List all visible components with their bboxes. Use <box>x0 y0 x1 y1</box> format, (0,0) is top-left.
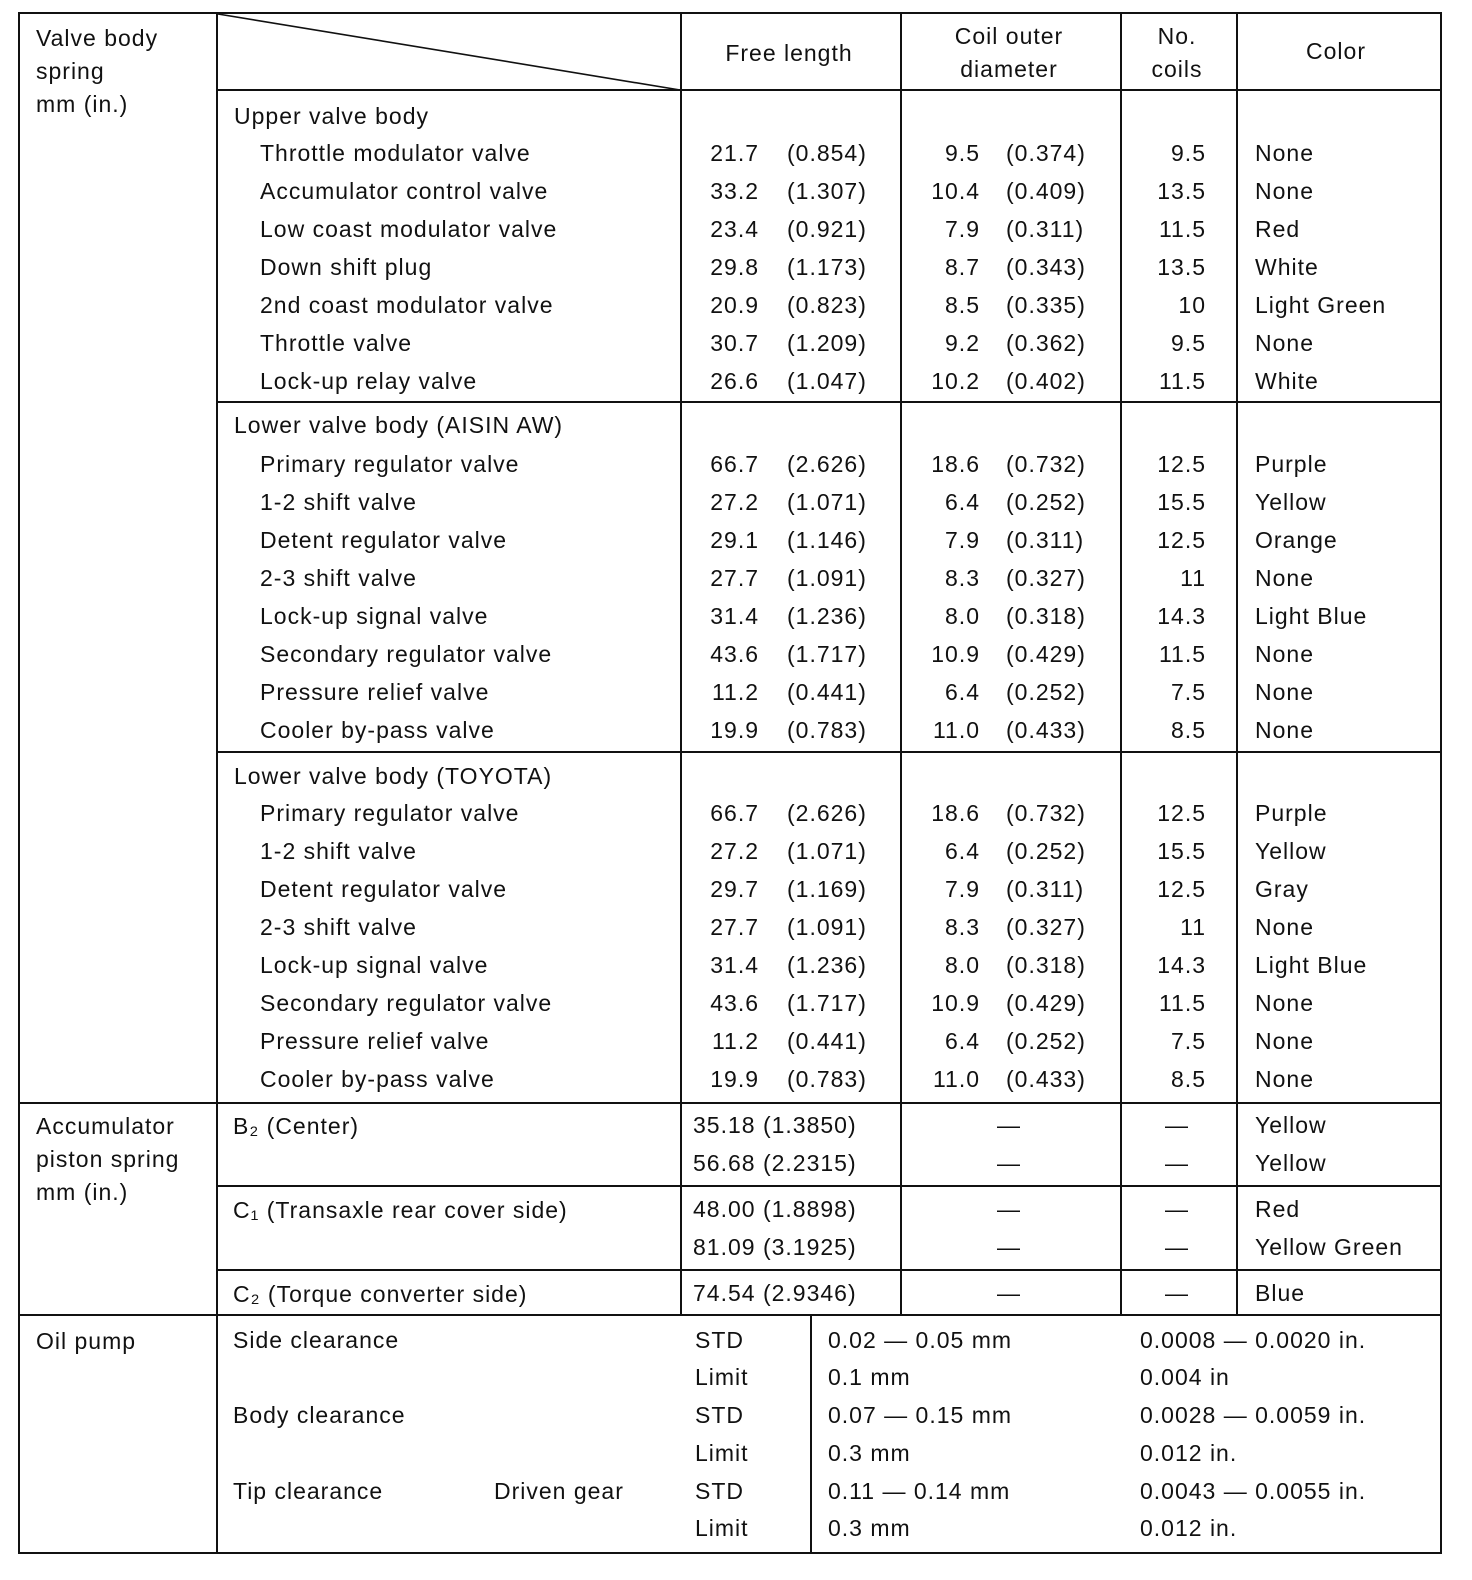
spring-color: None <box>1255 717 1314 743</box>
spring-name: Throttle modulator valve <box>260 140 531 166</box>
spring-color: Blue <box>1255 1280 1306 1306</box>
spec-mm: 0.1 mm <box>828 1364 911 1390</box>
spec-inch: 0.0008 — 0.0020 in. <box>1140 1327 1367 1353</box>
group-divider <box>216 1185 1440 1187</box>
spring-color: Purple <box>1255 451 1328 477</box>
free-length-mm: 31.4 <box>710 603 759 629</box>
outer-diameter-in: (0.433) <box>1006 717 1086 743</box>
outer-diameter-in: (0.362) <box>1006 330 1086 356</box>
table-border-top <box>18 12 1440 14</box>
accumulator-group-title: B₂ (Center) <box>233 1113 360 1139</box>
coil-count-dash: — <box>1165 1196 1189 1222</box>
free-length: 74.54 (2.9346) <box>693 1280 857 1306</box>
spec-inch: 0.004 in <box>1140 1364 1230 1390</box>
outer-diameter-mm: 6.4 <box>945 838 980 864</box>
spring-name: Secondary regulator valve <box>260 990 553 1016</box>
coil-count: 14.3 <box>1157 603 1206 629</box>
outer-diameter-in: (0.252) <box>1006 1028 1086 1054</box>
spec-type: STD <box>695 1327 744 1353</box>
outer-diameter-mm: 11.0 <box>932 717 980 743</box>
spec-mm: 0.3 mm <box>828 1515 911 1541</box>
outer-diameter-dash: — <box>997 1112 1021 1138</box>
accumulator-group-title: C₁ (Transaxle rear cover side) <box>233 1197 568 1223</box>
free-length-mm: 43.6 <box>710 641 759 667</box>
free-length-in: (0.921) <box>787 216 867 242</box>
free-length-in: (0.783) <box>787 717 867 743</box>
spec-mm: 0.07 — 0.15 mm <box>828 1402 1013 1428</box>
col-divider-oil-pump <box>810 1316 812 1554</box>
spec-mm: 0.02 — 0.05 mm <box>828 1327 1013 1353</box>
col-divider-coils <box>1120 12 1122 1316</box>
free-length-in: (0.854) <box>787 140 867 166</box>
spec-type: Limit <box>695 1440 749 1466</box>
spring-color: Orange <box>1255 527 1338 553</box>
coil-count: 12.5 <box>1157 527 1206 553</box>
col-divider-section <box>216 12 218 1554</box>
free-length-mm: 66.7 <box>710 800 759 826</box>
coil-count: 13.5 <box>1157 254 1206 280</box>
col-divider-free-length <box>680 12 682 1316</box>
free-length-in: (2.626) <box>787 800 867 826</box>
group-divider <box>216 751 1440 753</box>
free-length-in: (1.091) <box>787 914 867 940</box>
spring-color: Yellow <box>1255 489 1327 515</box>
spring-color: Yellow <box>1255 1112 1327 1138</box>
spring-color: Light Green <box>1255 292 1387 318</box>
outer-diameter-in: (0.429) <box>1006 990 1086 1016</box>
coil-count: 15.5 <box>1157 838 1206 864</box>
outer-diameter-dash: — <box>997 1280 1021 1306</box>
outer-diameter-mm: 10.4 <box>931 178 980 204</box>
spring-color: None <box>1255 641 1314 667</box>
free-length: 56.68 (2.2315) <box>693 1150 857 1176</box>
group-divider <box>216 401 1440 403</box>
spring-color: Red <box>1255 216 1301 242</box>
spring-name: Primary regulator valve <box>260 800 520 826</box>
coil-count-dash: — <box>1165 1150 1189 1176</box>
header-diagonal-line <box>218 14 680 90</box>
coil-count-dash: — <box>1165 1280 1189 1306</box>
spring-name: Primary regulator valve <box>260 451 520 477</box>
outer-diameter-mm: 10.9 <box>931 641 980 667</box>
spring-name: Throttle valve <box>260 330 413 356</box>
clearance-item: Tip clearance <box>233 1478 384 1504</box>
coil-count: 10 <box>1178 292 1206 318</box>
outer-diameter-in: (0.409) <box>1006 178 1086 204</box>
free-length-in: (0.823) <box>787 292 867 318</box>
free-length-mm: 27.2 <box>710 838 759 864</box>
spring-name: Detent regulator valve <box>260 527 508 553</box>
coil-count: 8.5 <box>1171 717 1206 743</box>
coil-count: 7.5 <box>1171 1028 1206 1054</box>
section-label-valve-body: spring <box>36 58 105 84</box>
outer-diameter-mm: 10.9 <box>931 990 980 1016</box>
free-length: 81.09 (3.1925) <box>693 1234 857 1260</box>
free-length-in: (1.717) <box>787 641 867 667</box>
outer-diameter-mm: 11.0 <box>932 1066 980 1092</box>
outer-diameter-in: (0.327) <box>1006 565 1086 591</box>
section-label-accumulator: piston spring <box>36 1146 180 1172</box>
section-label-oil-pump: Oil pump <box>36 1328 137 1354</box>
spring-name: Pressure relief valve <box>260 1028 490 1054</box>
clearance-subitem: Driven gear <box>494 1478 624 1504</box>
outer-diameter-mm: 7.9 <box>945 527 980 553</box>
spring-name: 2-3 shift valve <box>260 914 417 940</box>
header-color: Color <box>1306 38 1366 64</box>
free-length-in: (1.236) <box>787 603 867 629</box>
clearance-item: Side clearance <box>233 1327 400 1353</box>
outer-diameter-in: (0.335) <box>1006 292 1086 318</box>
spec-inch: 0.0028 — 0.0059 in. <box>1140 1402 1367 1428</box>
outer-diameter-mm: 8.3 <box>945 914 980 940</box>
coil-count: 9.5 <box>1171 140 1206 166</box>
spring-name: Pressure relief valve <box>260 679 490 705</box>
spring-name: 2-3 shift valve <box>260 565 417 591</box>
spring-color: None <box>1255 178 1314 204</box>
coil-count: 11.5 <box>1158 368 1206 394</box>
free-length-mm: 19.9 <box>710 1066 759 1092</box>
spring-name: 1-2 shift valve <box>260 838 417 864</box>
section-label-valve-body: mm (in.) <box>36 91 129 117</box>
spec-mm: 0.3 mm <box>828 1440 911 1466</box>
coil-count: 11.5 <box>1158 216 1206 242</box>
spec-type: STD <box>695 1478 744 1504</box>
coil-count: 12.5 <box>1157 800 1206 826</box>
spring-color: White <box>1255 254 1319 280</box>
header-bottom-line <box>216 89 1440 91</box>
free-length-in: (1.717) <box>787 990 867 1016</box>
free-length-mm: 11.2 <box>711 1028 759 1054</box>
outer-diameter-dash: — <box>997 1196 1021 1222</box>
spring-color: Yellow <box>1255 1150 1327 1176</box>
group-title: Lower valve body (AISIN AW) <box>234 412 564 438</box>
table-border-bottom <box>18 1552 1440 1554</box>
spring-color: None <box>1255 914 1314 940</box>
free-length-in: (2.626) <box>787 451 867 477</box>
spec-type: STD <box>695 1402 744 1428</box>
spring-name: Cooler by-pass valve <box>260 717 495 743</box>
free-length-mm: 33.2 <box>710 178 759 204</box>
coil-count-dash: — <box>1165 1234 1189 1260</box>
spec-inch: 0.012 in. <box>1140 1440 1238 1466</box>
coil-count: 9.5 <box>1171 330 1206 356</box>
spring-color: None <box>1255 140 1314 166</box>
free-length-in: (1.047) <box>787 368 867 394</box>
outer-diameter-in: (0.318) <box>1006 603 1086 629</box>
spring-name: Lock-up signal valve <box>260 603 489 629</box>
outer-diameter-mm: 8.3 <box>945 565 980 591</box>
outer-diameter-in: (0.252) <box>1006 489 1086 515</box>
coil-count-dash: — <box>1165 1112 1189 1138</box>
outer-diameter-mm: 18.6 <box>931 451 980 477</box>
outer-diameter-mm: 7.9 <box>945 876 980 902</box>
spring-color: Light Blue <box>1255 952 1368 978</box>
coil-count: 11 <box>1180 565 1206 591</box>
spring-color: None <box>1255 1028 1314 1054</box>
col-divider-color <box>1236 12 1238 1316</box>
spring-color: Purple <box>1255 800 1328 826</box>
spring-color: None <box>1255 330 1314 356</box>
group-divider <box>216 1269 1440 1271</box>
free-length-mm: 20.9 <box>710 292 759 318</box>
outer-diameter-mm: 6.4 <box>945 679 980 705</box>
outer-diameter-in: (0.402) <box>1006 368 1086 394</box>
outer-diameter-in: (0.311) <box>1006 876 1085 902</box>
coil-count: 7.5 <box>1171 679 1206 705</box>
free-length-mm: 29.8 <box>710 254 759 280</box>
free-length-in: (1.146) <box>787 527 867 553</box>
spring-color: None <box>1255 565 1314 591</box>
outer-diameter-in: (0.327) <box>1006 914 1086 940</box>
outer-diameter-mm: 9.5 <box>945 140 980 166</box>
outer-diameter-mm: 9.2 <box>945 330 980 356</box>
spring-color: Red <box>1255 1196 1301 1222</box>
table-border-left <box>18 12 20 1554</box>
spring-name: Down shift plug <box>260 254 433 280</box>
outer-diameter-in: (0.311) <box>1006 527 1085 553</box>
spring-color: None <box>1255 1066 1314 1092</box>
free-length-in: (1.071) <box>787 838 867 864</box>
spring-name: 1-2 shift valve <box>260 489 417 515</box>
spring-color: Light Blue <box>1255 603 1368 629</box>
free-length-mm: 26.6 <box>710 368 759 394</box>
coil-count: 11.5 <box>1158 990 1206 1016</box>
outer-diameter-in: (0.732) <box>1006 451 1086 477</box>
free-length: 48.00 (1.8898) <box>693 1196 857 1222</box>
spring-name: Cooler by-pass valve <box>260 1066 495 1092</box>
free-length-mm: 19.9 <box>710 717 759 743</box>
outer-diameter-mm: 6.4 <box>945 489 980 515</box>
spring-color: Gray <box>1255 876 1309 902</box>
free-length-mm: 21.7 <box>710 140 759 166</box>
section-label-accumulator: mm (in.) <box>36 1179 129 1205</box>
outer-diameter-in: (0.343) <box>1006 254 1086 280</box>
free-length-mm: 66.7 <box>710 451 759 477</box>
coil-count: 13.5 <box>1157 178 1206 204</box>
free-length-mm: 31.4 <box>710 952 759 978</box>
section-label-accumulator: Accumulator <box>36 1113 175 1139</box>
free-length-in: (1.209) <box>787 330 867 356</box>
spring-name: Detent regulator valve <box>260 876 508 902</box>
coil-count: 12.5 <box>1157 876 1206 902</box>
spring-name: Low coast modulator valve <box>260 216 558 242</box>
col-divider-coil-od <box>900 12 902 1316</box>
spring-name: 2nd coast modulator valve <box>260 292 554 318</box>
spec-type: Limit <box>695 1515 749 1541</box>
outer-diameter-in: (0.732) <box>1006 800 1086 826</box>
outer-diameter-mm: 7.9 <box>945 216 980 242</box>
spring-color: None <box>1255 679 1314 705</box>
header-free-length: Free length <box>725 40 853 66</box>
outer-diameter-dash: — <box>997 1234 1021 1260</box>
coil-count: 8.5 <box>1171 1066 1206 1092</box>
spring-color: Yellow Green <box>1255 1234 1403 1260</box>
free-length-mm: 23.4 <box>710 216 759 242</box>
spring-name: Accumulator control valve <box>260 178 549 204</box>
free-length-in: (0.441) <box>787 679 867 705</box>
outer-diameter-in: (0.318) <box>1006 952 1086 978</box>
spring-name: Secondary regulator valve <box>260 641 553 667</box>
coil-count: 11.5 <box>1158 641 1206 667</box>
header-coil-outer-diameter: diameter <box>960 56 1058 82</box>
table-border-right <box>1440 12 1442 1554</box>
spring-name: Lock-up relay valve <box>260 368 478 394</box>
outer-diameter-in: (0.252) <box>1006 838 1086 864</box>
header-coil-outer: Coil outer <box>954 23 1064 49</box>
accumulator-group-title: C₂ (Torque converter side) <box>233 1281 528 1307</box>
spec-inch: 0.0043 — 0.0055 in. <box>1140 1478 1367 1504</box>
free-length-mm: 29.7 <box>710 876 759 902</box>
spec-inch: 0.012 in. <box>1140 1515 1238 1541</box>
spec-mm: 0.11 — 0.14 mm <box>828 1478 1011 1504</box>
outer-diameter-mm: 10.2 <box>931 368 980 394</box>
clearance-item: Body clearance <box>233 1402 406 1428</box>
outer-diameter-dash: — <box>997 1150 1021 1176</box>
free-length-mm: 29.1 <box>710 527 759 553</box>
outer-diameter-mm: 8.0 <box>945 603 980 629</box>
outer-diameter-mm: 8.5 <box>945 292 980 318</box>
spec-type: Limit <box>695 1364 749 1390</box>
outer-diameter-in: (0.429) <box>1006 641 1086 667</box>
free-length-mm: 43.6 <box>710 990 759 1016</box>
coil-count: 14.3 <box>1157 952 1206 978</box>
section-label-valve-body: Valve body <box>36 25 159 51</box>
free-length-mm: 11.2 <box>711 679 759 705</box>
outer-diameter-mm: 18.6 <box>931 800 980 826</box>
free-length-mm: 27.2 <box>710 489 759 515</box>
free-length-mm: 27.7 <box>710 565 759 591</box>
free-length: 35.18 (1.3850) <box>693 1112 857 1138</box>
outer-diameter-in: (0.374) <box>1006 140 1086 166</box>
outer-diameter-in: (0.433) <box>1006 1066 1086 1092</box>
group-title: Upper valve body <box>234 103 429 129</box>
group-title: Lower valve body (TOYOTA) <box>234 763 553 789</box>
section-divider <box>18 1102 1440 1104</box>
outer-diameter-mm: 6.4 <box>945 1028 980 1054</box>
header-no: No. <box>1157 23 1197 49</box>
free-length-in: (1.071) <box>787 489 867 515</box>
header-coils: coils <box>1151 56 1203 82</box>
section-divider <box>18 1314 1440 1316</box>
free-length-in: (0.441) <box>787 1028 867 1054</box>
coil-count: 15.5 <box>1157 489 1206 515</box>
free-length-mm: 30.7 <box>710 330 759 356</box>
free-length-in: (1.236) <box>787 952 867 978</box>
free-length-in: (0.783) <box>787 1066 867 1092</box>
free-length-in: (1.091) <box>787 565 867 591</box>
free-length-in: (1.173) <box>787 254 867 280</box>
outer-diameter-in: (0.311) <box>1006 216 1085 242</box>
outer-diameter-mm: 8.7 <box>945 254 980 280</box>
free-length-in: (1.307) <box>787 178 867 204</box>
spring-color: None <box>1255 990 1314 1016</box>
free-length-mm: 27.7 <box>710 914 759 940</box>
spring-name: Lock-up signal valve <box>260 952 489 978</box>
free-length-in: (1.169) <box>787 876 867 902</box>
outer-diameter-mm: 8.0 <box>945 952 980 978</box>
spring-color: Yellow <box>1255 838 1327 864</box>
coil-count: 12.5 <box>1157 451 1206 477</box>
outer-diameter-in: (0.252) <box>1006 679 1086 705</box>
spring-color: White <box>1255 368 1319 394</box>
coil-count: 11 <box>1180 914 1206 940</box>
